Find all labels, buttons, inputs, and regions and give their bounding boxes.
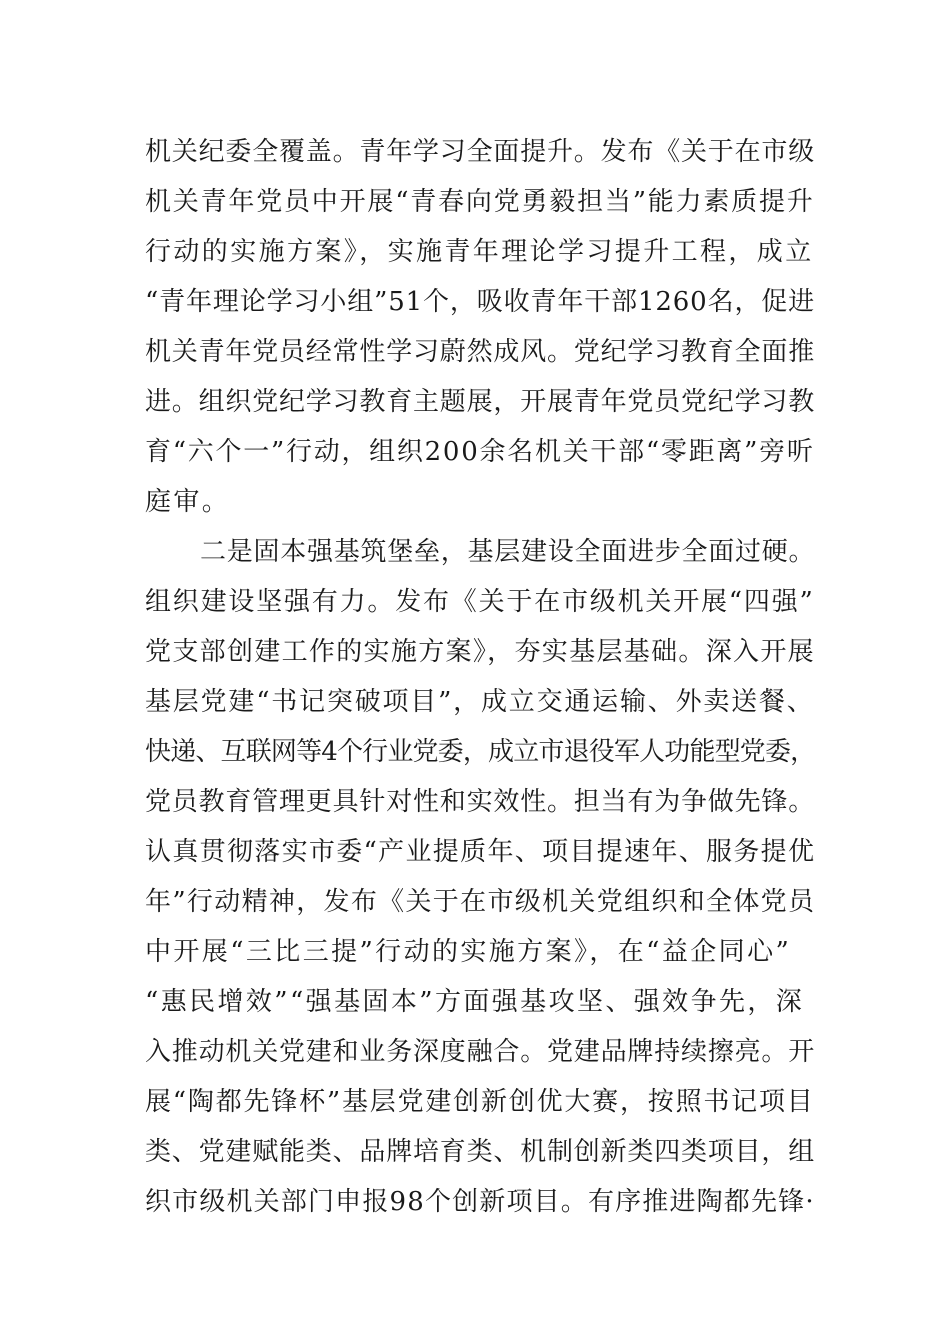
- text-line: 类、党建赋能类、品牌培育类、机制创新类四类项目，组: [145, 1137, 816, 1167]
- text-line: 认真贯彻落实市委“产业提质年、项目提速年、服务提优: [145, 837, 816, 867]
- text-line: 织市级机关部门申报98个创新项目。有序推进陶都先锋·: [145, 1187, 815, 1217]
- text-line: 党员教育管理更具针对性和实效性。担当有为争做先锋。: [145, 787, 816, 817]
- paragraph-heading-line: 二是固本强基筑堡垒，基层建设全面进步全面过硬。: [200, 537, 816, 567]
- text-line: 组织建设坚强有力。发布《关于在市级机关开展“四强”: [145, 587, 815, 617]
- text-line: 入推动机关党建和业务深度融合。党建品牌持续擦亮。开: [145, 1037, 816, 1067]
- text-line: 行动的实施方案》，实施青年理论学习提升工程，成立: [145, 237, 814, 267]
- text-line: 年”行动精神，发布《关于在市级机关党组织和全体党员: [145, 887, 816, 917]
- text-line: 中开展“三比三提”行动的实施方案》，在“益企同心”: [145, 937, 792, 967]
- text-line: “青年理论学习小组”51个，吸收青年干部1260名，促进: [145, 287, 816, 317]
- text-line: 机关青年党员经常性学习蔚然成风。党纪学习教育全面推: [145, 337, 816, 367]
- text-line: 快递、互联网等4个行业党委，成立市退役军人功能型党委，: [145, 737, 816, 767]
- text-line: 党支部创建工作的实施方案》，夯实基层基础。深入开展: [145, 637, 816, 667]
- text-line: 育“六个一”行动，组织200余名机关干部“零距离”旁听: [145, 437, 815, 467]
- text-line: 进。组织党纪学习教育主题展，开展青年党员党纪学习教: [145, 387, 816, 417]
- text-line: “惠民增效”“强基固本”方面强基攻坚、强效争先，深: [145, 987, 805, 1017]
- text-line: 庭审。: [145, 487, 231, 517]
- text-line: 机关青年党员中开展“青春向党勇毅担当”能力素质提升: [145, 187, 815, 217]
- text-line: 基层党建“书记突破项目”，成立交通运输、外卖送餐、: [145, 687, 815, 717]
- text-line: 展“陶都先锋杯”基层党建创新创优大赛，按照书记项目: [145, 1087, 815, 1117]
- text-line: 机关纪委全覆盖。青年学习全面提升。发布《关于在市级: [145, 137, 816, 167]
